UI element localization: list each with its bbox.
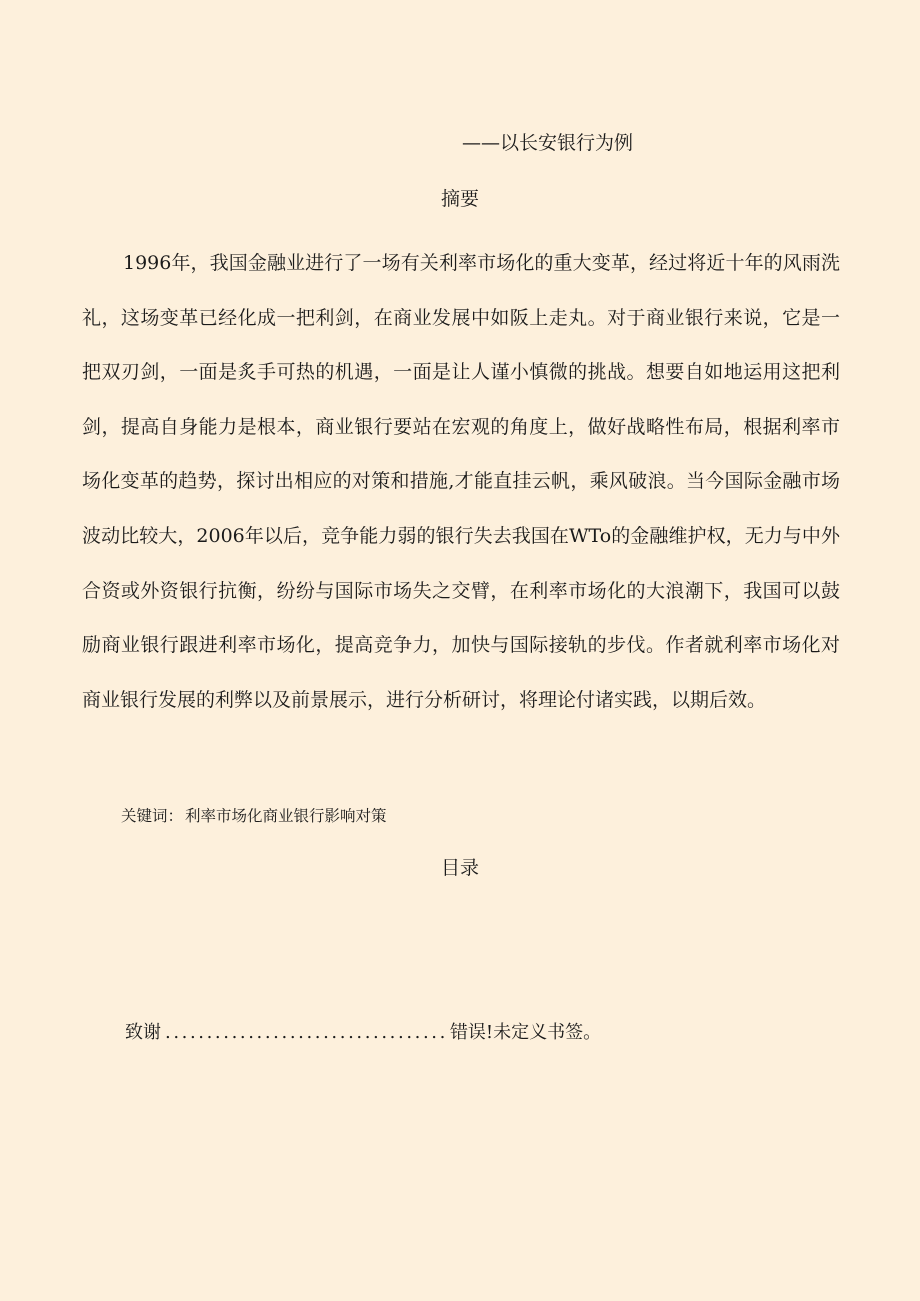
keywords-value: 利率市场化商业银行影响对策 [185,807,387,825]
toc-entry-acknowledgements[interactable] [125,1018,601,1044]
toc-entry-title: 致谢 [125,1022,161,1043]
keywords-label: 关键词： [121,807,184,825]
toc-entry-leader: .................................. [165,1022,448,1043]
toc-heading: 目录 [440,857,479,879]
document-subtitle: ——以长安银行为例 [462,132,634,154]
toc-entry-page-ref: 错误!未定义书签。 [449,1022,602,1043]
keywords-line [121,804,387,826]
abstract-paragraph: 1996年，我国金融业进行了一场有关利率市场化的重大变革，经过将近十年的风雨洗礼，这场变革已经化成一把利剑，在商业发展中如阪上走丸。对于商业银行来说，它是一把双刃剑，一面是炙手可热的机遇，一面是让人谨小慎微的挑战。想要自如地运用这把利剑，提高自身能力是根本，商业银行要站在宏观的角度上，做好战略性布局，根据利率市场化变革的趋势，探讨出相应的对策和措施,才能直挂云帆，乘风破浪。当今国际金融市场波动比较大，2006年以后，竞争能力弱的银行失去我国在WTo的金融维护权，无力与中外合资或外资银行抗衡，纷纷与国际市场失之交臂，在利率市场化的大浪潮下，我国可以鼓励商业银行跟进利率市场化，提高竞争力，加快与国际接轨的步伐。作者就利率市场化对商业银行发展的利弊以及前景展示，进行分析研讨，将理论付诸实践，以期后效。 [82,252,840,711]
abstract-heading: 摘要 [440,188,479,210]
